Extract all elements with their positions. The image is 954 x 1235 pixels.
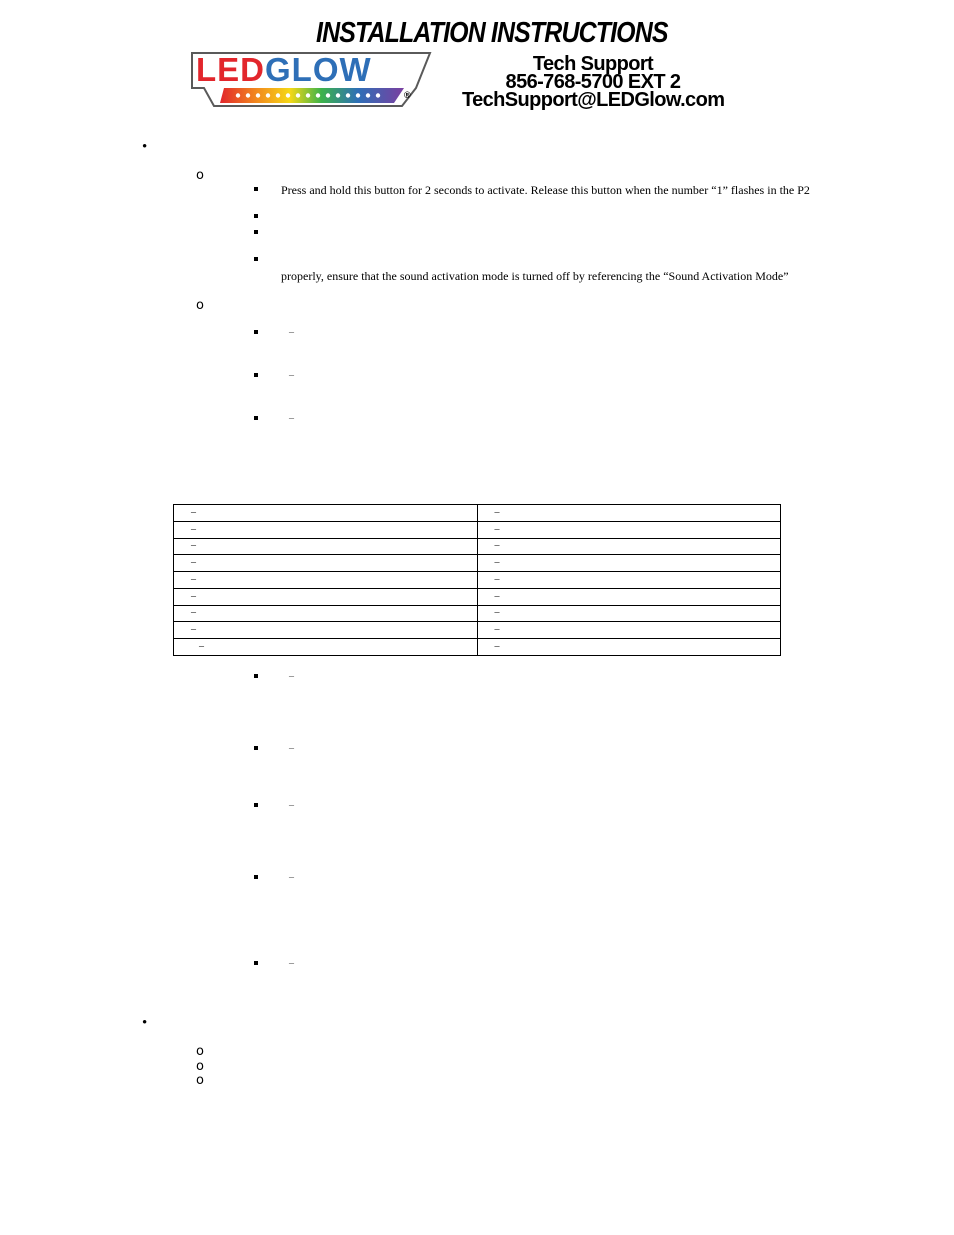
list-square [254,257,258,261]
table-row [174,588,781,605]
table-cell: – [174,572,478,589]
table-row [174,555,781,572]
table-cell: – [477,639,781,656]
list-square [254,187,258,191]
list-square [254,214,258,218]
list-circle: o [196,1059,204,1074]
table-cell: – [477,605,781,622]
list-circle: o [196,298,204,313]
list-dash: – [289,743,294,754]
list-bullet: • [142,1015,148,1031]
list-square [254,803,258,807]
table-cell: – [174,521,478,538]
table-cell: – [477,538,781,555]
table-row [174,521,781,538]
table-cell: – [174,639,478,656]
list-bullet: • [142,139,148,155]
registered-mark: ® [404,90,411,100]
table-row [174,572,781,589]
list-dash: – [289,413,294,424]
tech-support-email: TechSupport@LEDGlow.com [462,89,725,111]
body-line: Press and hold this button for 2 seconds to activate. Release this button when the number “1” flashes in the P2 [281,183,810,197]
table-cell: – [477,588,781,605]
logo-glow: GLOW [265,51,372,88]
list-dash: – [289,327,294,338]
table-row [174,505,781,522]
table-row [174,605,781,622]
list-square [254,330,258,334]
table-cell: – [174,588,478,605]
tech-support-phone: 856-768-5700 EXT 2 [505,71,681,93]
table-cell: – [477,521,781,538]
table-cell: – [477,572,781,589]
list-square [254,674,258,678]
table-row [174,639,781,656]
logo-wordmark [196,51,426,89]
table-cell: – [477,555,781,572]
list-dash: – [289,958,294,969]
table-cell: – [174,505,478,522]
page-title: INSTALLATION INSTRUCTIONS [316,17,668,49]
list-circle: o [196,168,204,183]
list-dash: – [289,370,294,381]
list-circle: o [196,1073,204,1088]
list-dash: – [289,872,294,883]
list-circle: o [196,1044,204,1059]
table-row [174,622,781,639]
mode-table [173,504,781,656]
table-row [174,538,781,555]
list-dash: – [289,671,294,682]
table-cell: – [174,605,478,622]
logo-led: LED [196,51,265,88]
list-square [254,230,258,234]
table-cell: – [477,505,781,522]
table-cell: – [174,555,478,572]
table-cell: – [174,622,478,639]
list-square [254,746,258,750]
ledglow-logo [190,50,434,110]
body-line: properly, ensure that the sound activation mode is turned off by referencing the “Sound Activation Mode” [281,269,789,283]
list-dash: – [289,800,294,811]
table-cell: – [477,622,781,639]
list-square [254,961,258,965]
table-cell: – [174,538,478,555]
list-square [254,416,258,420]
list-square [254,373,258,377]
list-square [254,875,258,879]
tech-support-label: Tech Support [532,53,654,75]
